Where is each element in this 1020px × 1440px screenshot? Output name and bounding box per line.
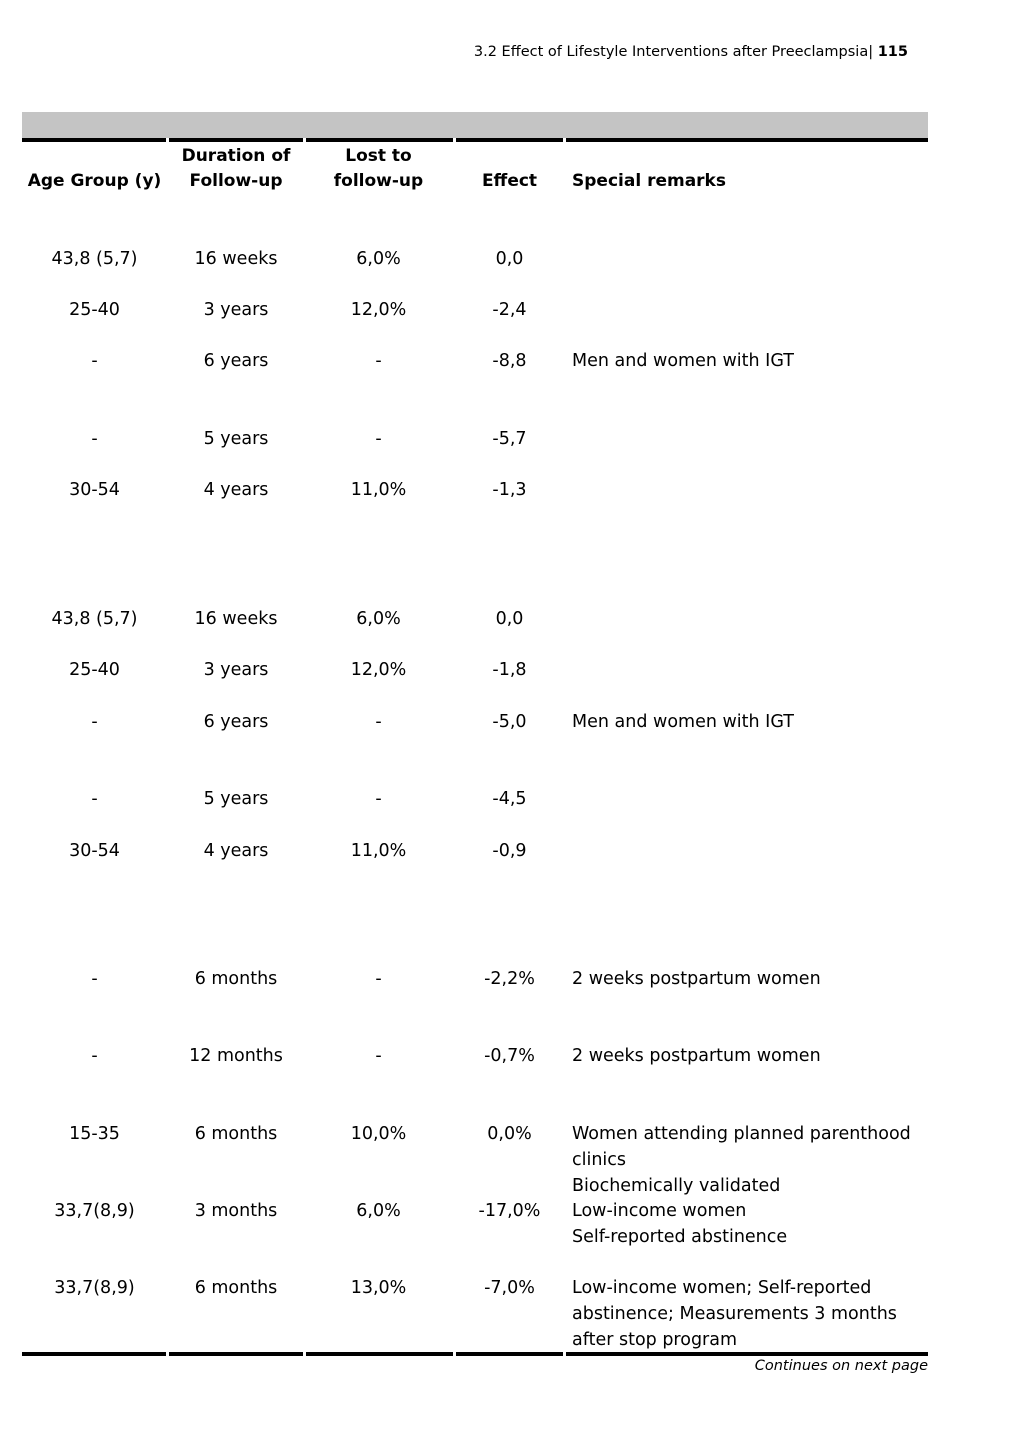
rule-gap — [453, 138, 456, 142]
cell-effect: -8,8 — [492, 351, 527, 371]
cell-age: - — [91, 351, 98, 371]
table-bottom-rule — [22, 1352, 928, 1356]
table-row — [0, 1043, 1020, 1069]
cell-lost: 11,0% — [350, 480, 407, 500]
cell-lost: - — [375, 712, 382, 732]
cell-effect: -5,0 — [492, 712, 527, 732]
cell-age: - — [91, 789, 98, 809]
table-header-band — [22, 112, 928, 138]
cell-lost: 10,0% — [350, 1124, 407, 1144]
cell-age: - — [91, 712, 98, 732]
table-row — [0, 348, 1020, 374]
cell-effect: -1,8 — [492, 660, 527, 680]
table-row — [0, 246, 1020, 272]
remark-line: Low-income women — [572, 1201, 747, 1221]
header-separator: | — [868, 44, 874, 60]
cell-duration: 4 years — [203, 480, 269, 500]
cell-lost: 13,0% — [350, 1278, 407, 1298]
table-row — [0, 709, 1020, 735]
page-number: 115 — [877, 44, 908, 60]
col-header-line: Duration of — [181, 146, 291, 166]
continues-note: Continues on next page — [754, 1358, 928, 1374]
col-header-line: Lost to — [345, 146, 412, 166]
cell-duration: 6 months — [194, 969, 278, 989]
rule-gap — [563, 1352, 566, 1356]
cell-age: 43,8 (5,7) — [51, 249, 138, 269]
cell-age: 30-54 — [69, 841, 120, 861]
rule-gap — [303, 138, 306, 142]
cell-duration: 16 weeks — [194, 609, 278, 629]
cell-effect: 0,0 — [495, 609, 524, 629]
cell-lost: - — [375, 429, 382, 449]
cell-duration: 6 years — [203, 712, 269, 732]
cell-age: 25-40 — [69, 660, 120, 680]
remark-line: Men and women with IGT — [572, 712, 794, 732]
cell-duration: 5 years — [203, 789, 269, 809]
cell-effect: -4,5 — [492, 789, 527, 809]
cell-effect: -2,4 — [492, 300, 527, 320]
cell-effect: -0,9 — [492, 841, 527, 861]
cell-lost: 12,0% — [350, 300, 407, 320]
cell-duration: 6 months — [194, 1278, 278, 1298]
rule-gap — [453, 1352, 456, 1356]
running-header — [474, 44, 908, 60]
cell-remarks — [572, 1198, 928, 1250]
cell-remarks — [572, 709, 928, 735]
cell-remarks — [572, 1275, 928, 1353]
table-row — [0, 1275, 1020, 1350]
cell-age: - — [91, 429, 98, 449]
cell-age: - — [91, 969, 98, 989]
remark-line: Biochemically validated — [572, 1176, 781, 1196]
remark-line: Women attending planned parenthood — [572, 1124, 911, 1144]
col-header-line: Effect — [481, 171, 538, 191]
rule-gap — [303, 1352, 306, 1356]
cell-remarks — [572, 348, 928, 374]
cell-lost: 6,0% — [356, 1201, 401, 1221]
remark-line: Men and women with IGT — [572, 351, 794, 371]
cell-lost: 6,0% — [356, 249, 401, 269]
table-row — [0, 966, 1020, 992]
remark-line: after stop program — [572, 1330, 738, 1350]
table-row — [0, 426, 1020, 452]
remark-line: abstinence; Measurements 3 months — [572, 1304, 897, 1324]
cell-effect: -7,0% — [484, 1278, 535, 1298]
cell-lost: - — [375, 789, 382, 809]
running-title: 3.2 Effect of Lifestyle Interventions after Preeclampsia — [473, 44, 869, 60]
cell-age: 25-40 — [69, 300, 120, 320]
table-row — [0, 1121, 1020, 1196]
col-header-remarks — [572, 144, 928, 194]
cell-lost: - — [375, 351, 382, 371]
cell-duration: 16 weeks — [194, 249, 278, 269]
cell-duration: 3 years — [203, 660, 269, 680]
cell-duration: 4 years — [203, 841, 269, 861]
cell-age: 15-35 — [69, 1124, 120, 1144]
cell-effect: 0,0% — [487, 1124, 532, 1144]
cell-lost: - — [375, 969, 382, 989]
table-row — [0, 838, 1020, 864]
cell-lost: 11,0% — [350, 841, 407, 861]
cell-lost: - — [375, 1046, 382, 1066]
cell-duration: 3 months — [194, 1201, 278, 1221]
col-header-line: follow-up — [333, 171, 424, 191]
table-top-rule — [22, 138, 928, 142]
cell-remarks — [572, 966, 928, 992]
table-row — [0, 1198, 1020, 1247]
col-header-duration — [168, 144, 304, 194]
col-header-line: Follow-up — [189, 171, 283, 191]
cell-remarks — [572, 1043, 928, 1069]
col-header-line: Age Group (y) — [27, 171, 162, 191]
cell-effect: 0,0 — [495, 249, 524, 269]
remark-line: 2 weeks postpartum women — [572, 969, 821, 989]
cell-age: 30-54 — [69, 480, 120, 500]
remark-line: 2 weeks postpartum women — [572, 1046, 821, 1066]
table-row — [0, 606, 1020, 632]
table-row — [0, 657, 1020, 683]
cell-age: 43,8 (5,7) — [51, 609, 138, 629]
rule-gap — [166, 138, 169, 142]
cell-effect: -5,7 — [492, 429, 527, 449]
cell-effect: -2,2% — [484, 969, 535, 989]
table-row — [0, 297, 1020, 323]
remark-line: Self-reported abstinence — [572, 1227, 788, 1247]
remark-line: clinics — [572, 1150, 627, 1170]
cell-lost: 6,0% — [356, 609, 401, 629]
table-row — [0, 477, 1020, 503]
col-header-line: Special remarks — [572, 171, 726, 191]
cell-age: 33,7(8,9) — [54, 1201, 135, 1221]
col-header-lost — [306, 144, 451, 194]
table-row — [0, 786, 1020, 812]
cell-duration: 3 years — [203, 300, 269, 320]
rule-gap — [166, 1352, 169, 1356]
cell-age: - — [91, 1046, 98, 1066]
col-header-effect — [457, 144, 562, 194]
cell-duration: 6 months — [194, 1124, 278, 1144]
cell-duration: 6 years — [203, 351, 269, 371]
rule-gap — [563, 138, 566, 142]
cell-lost: 12,0% — [350, 660, 407, 680]
cell-age: 33,7(8,9) — [54, 1278, 135, 1298]
cell-duration: 12 months — [189, 1046, 283, 1066]
cell-duration: 5 years — [203, 429, 269, 449]
remark-line: Low-income women; Self-reported — [572, 1278, 872, 1298]
col-header-age — [22, 144, 167, 194]
cell-remarks — [572, 1121, 928, 1199]
cell-effect: -17,0% — [478, 1201, 541, 1221]
cell-effect: -0,7% — [484, 1046, 535, 1066]
cell-effect: -1,3 — [492, 480, 527, 500]
